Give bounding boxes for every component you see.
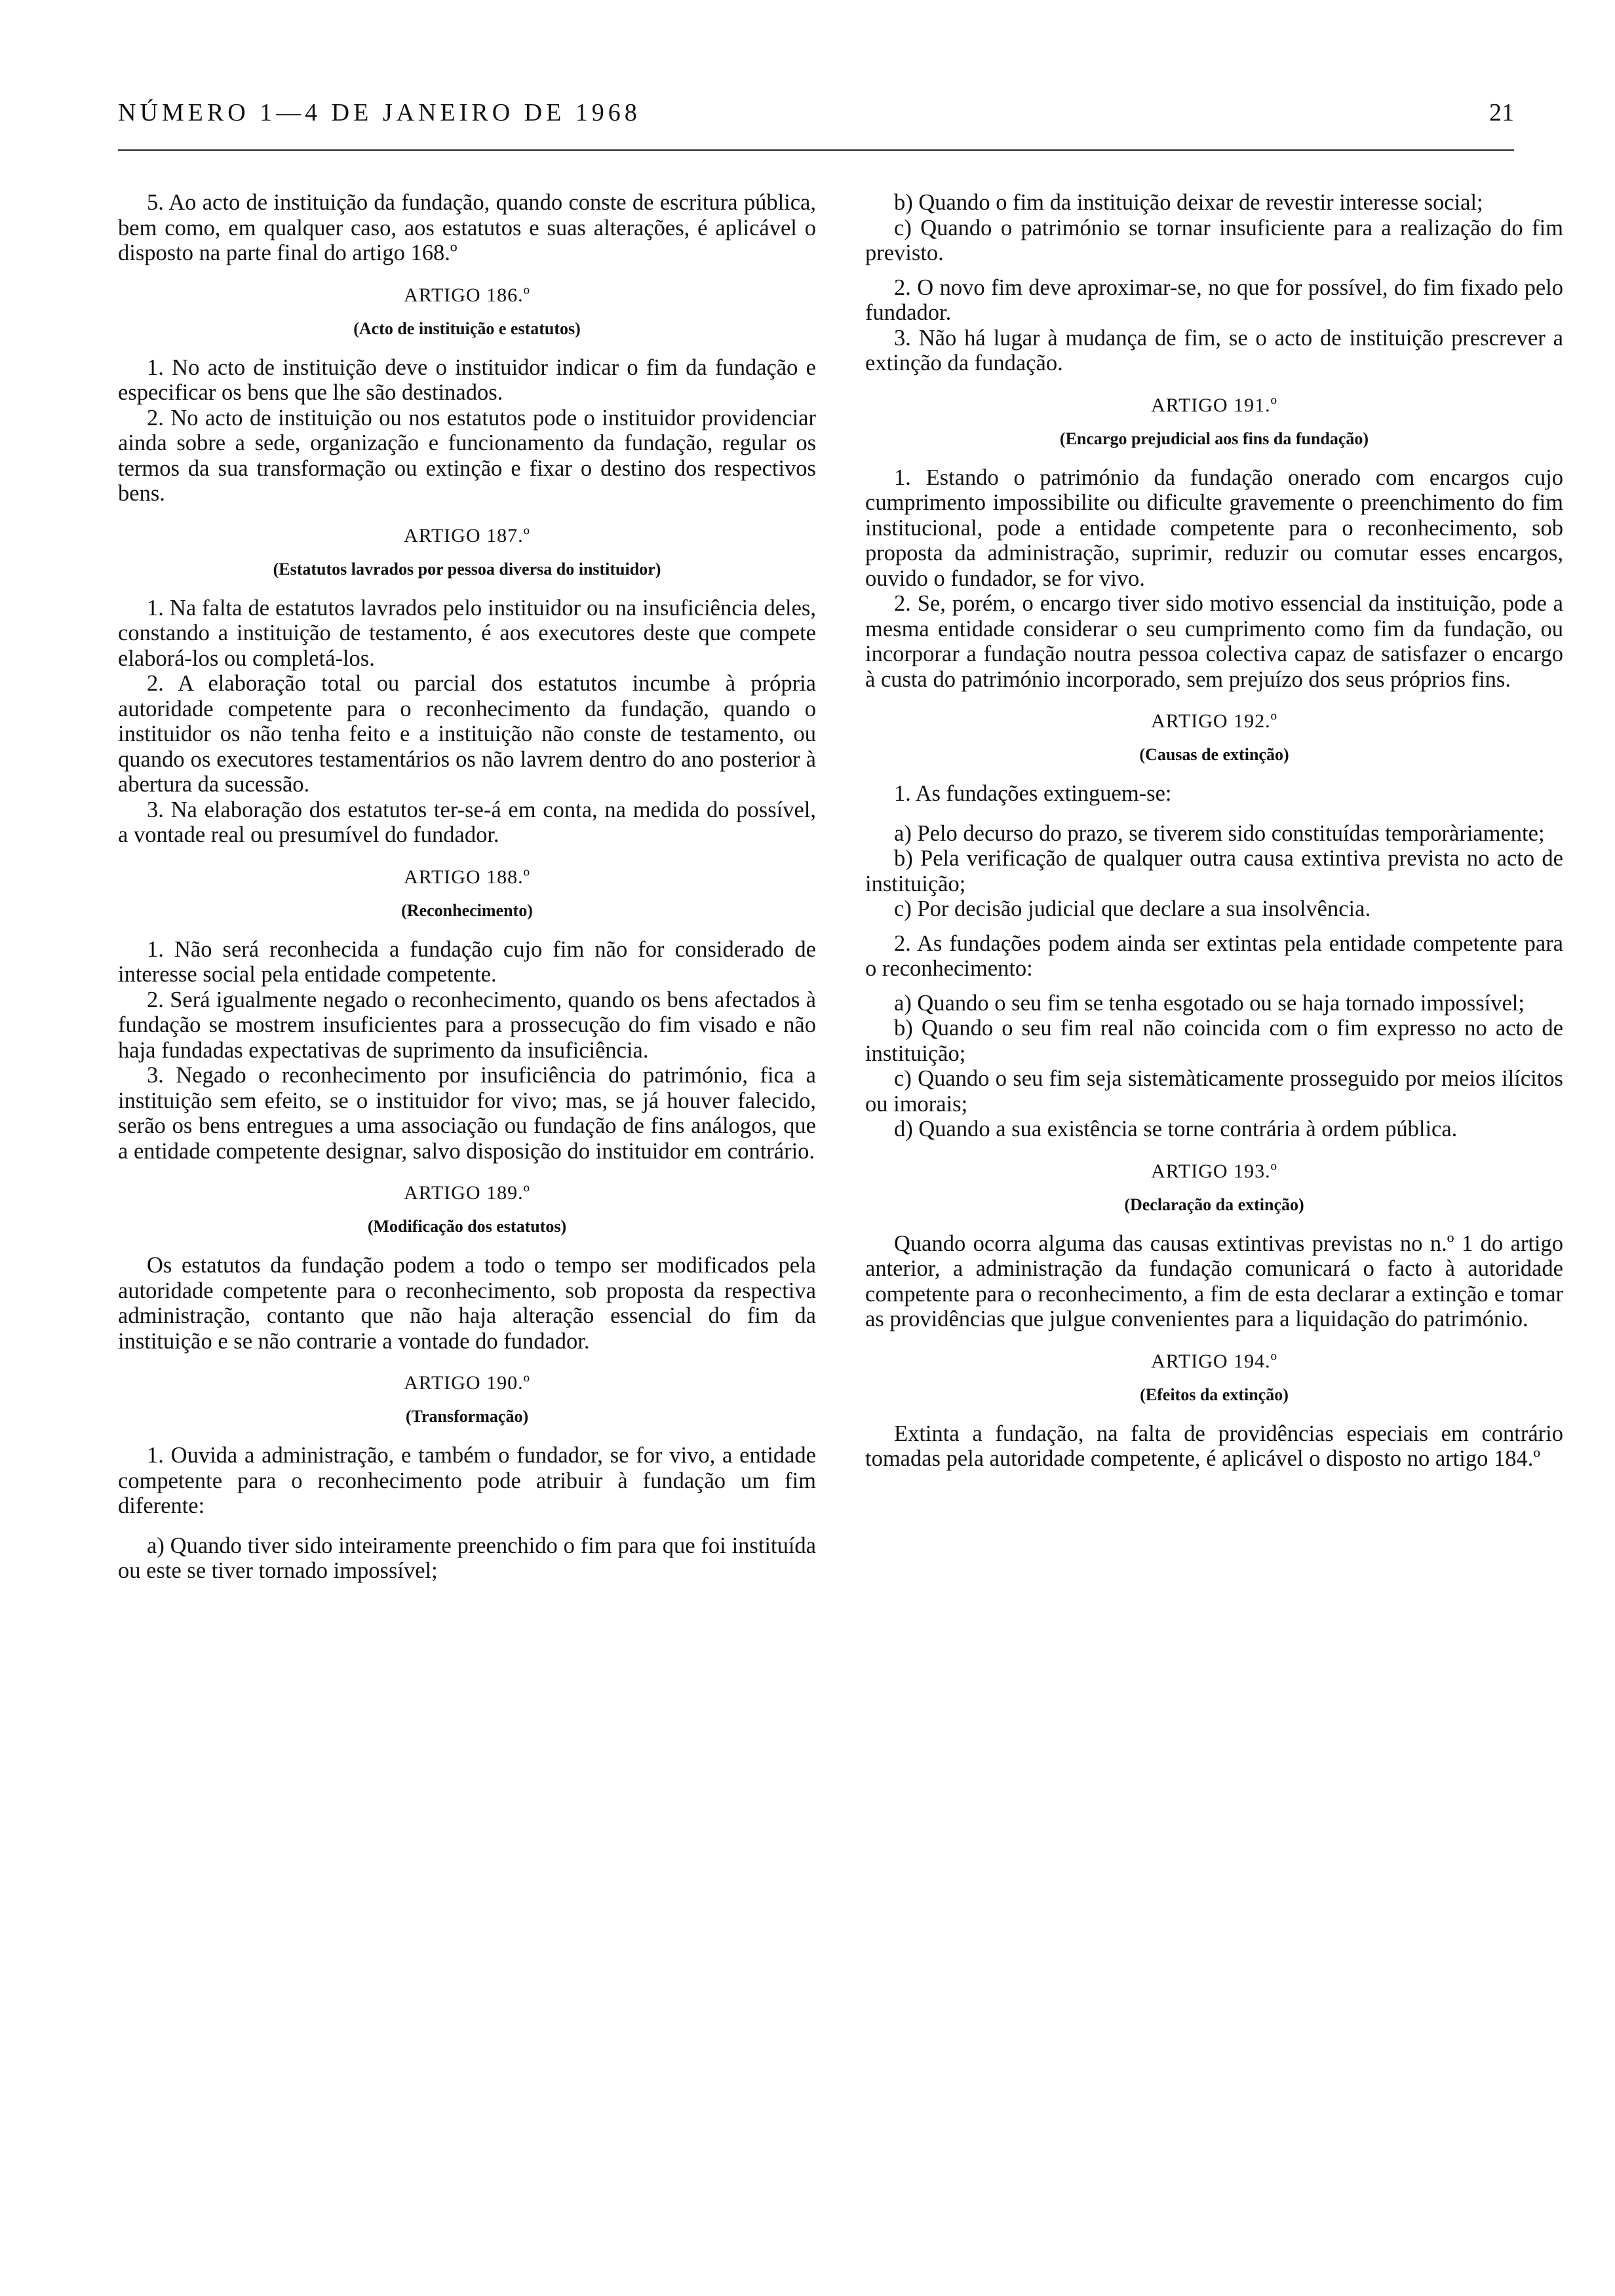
- article-heading: ARTIGO 188.º: [404, 866, 530, 888]
- header-rule: [118, 149, 1514, 151]
- paragraph: Os estatutos da fundação podem a todo o tempo ser modificados pela autoridade competente para o reconhecimento, sob proposta da respectiva administração, contanto que não haja alteração essencial do fim da instituição e se não contrarie a vontade do fundador.: [118, 1253, 816, 1354]
- list-item: c) Quando o seu fim seja sistemàticamente prosseguido por meios ilícitos ou imorais;: [865, 1066, 1563, 1117]
- paragraph: 2. No acto de instituição ou nos estatutos pode o instituidor providenciar ainda sobre a sede, organização e funcionamento da fundação, regular os termos da sua transformação ou extinção e fixar o destino dos respectivos bens.: [118, 405, 816, 506]
- paragraph: 3. Na elaboração dos estatutos ter-se-á em conta, na medida do possível, a vontade real ou presumível do fundador.: [118, 797, 816, 847]
- issue-title: NÚMERO 1—4 DE JANEIRO DE 1968: [118, 99, 641, 126]
- list-item: d) Quando a sua existência se torne contrária à ordem pública.: [894, 1117, 1458, 1141]
- paragraph: 1. Não será reconhecida a fundação cujo fim não for considerado de interesse social pela entidade competente.: [118, 936, 816, 987]
- article-subtitle: (Encargo prejudicial aos fins da fundação): [1059, 429, 1369, 448]
- article-subtitle: (Efeitos da extinção): [1140, 1385, 1289, 1404]
- article-heading: ARTIGO 193.º: [1151, 1160, 1277, 1182]
- list-item: c) Por decisão judicial que declare a sua insolvência.: [894, 896, 1371, 921]
- paragraph: Quando ocorra alguma das causas extintivas previstas no n.º 1 do artigo anterior, a administração da fundação comunicará o facto à autoridade competente para o reconhecimento, a fim de esta declarar a extinção e tomar as providências que julgue convenientes para a liquidação do património.: [865, 1231, 1563, 1331]
- article-heading: ARTIGO 187.º: [404, 524, 530, 546]
- paragraph: 1. No acto de instituição deve o instituidor indicar o fim da fundação e especificar os bens que lhe são destinados.: [118, 354, 816, 405]
- paragraph: 3. Não há lugar à mudança de fim, se o acto de instituição prescrever a extinção da fundação.: [865, 325, 1563, 375]
- article-subtitle: (Modificação dos estatutos): [367, 1217, 567, 1236]
- paragraph: 3. Negado o reconhecimento por insuficiência do património, fica a instituição sem efeito, se o instituidor for vivo; mas, se já houver falecido, serão os bens entregues a uma associação ou fundação de fins análogos, que a entidade competente designar, salvo disposição do instituidor em contrário.: [118, 1063, 816, 1164]
- article-subtitle: (Acto de instituição e estatutos): [353, 318, 581, 338]
- list-item: b) Pela verificação de qualquer outra causa extintiva prevista no acto de instituição;: [865, 846, 1563, 896]
- article-heading: ARTIGO 191.º: [1151, 394, 1277, 416]
- page-header: [118, 98, 1514, 144]
- article-heading: ARTIGO 192.º: [1151, 710, 1277, 732]
- article-subtitle: (Estatutos lavrados por pessoa diversa do instituidor): [273, 559, 661, 579]
- paragraph: 1. As fundações extinguem-se:: [894, 781, 1172, 806]
- paragraph: 2. Será igualmente negado o reconhecimento, quando os bens afectados à fundação se mostrem insuficientes para a prossecução do fim visado e não haja fundadas expectativas de suprimento da insuficiência.: [118, 987, 816, 1063]
- article-subtitle: (Declaração da extinção): [1124, 1195, 1304, 1214]
- paragraph: 2. Se, porém, o encargo tiver sido motivo essencial da instituição, pode a mesma entidade considerar o seu cumprimento como fim da fundação, ou incorporar a fundação noutra pessoa colectiva capaz de satisfazer o encargo à custa do património incorporado, sem prejuízo dos seus próprios fins.: [865, 591, 1563, 692]
- paragraph: 1. Na falta de estatutos lavrados pelo instituidor ou na insuficiência deles, constando a instituição de testamento, é aos executores deste que compete elaborá-los ou completá-los.: [118, 595, 816, 671]
- paragraph: 1. Estando o património da fundação onerado com encargos cujo cumprimento impossibilite ou dificulte gravemente o preenchimento do fim institucional, pode a entidade competente para o reconhecimento, sob proposta da administração, suprimir, reduzir ou comutar esses encargos, ouvido o fundador, se for vivo.: [865, 465, 1563, 591]
- left-column: [118, 190, 816, 1584]
- paragraph: Extinta a fundação, na falta de providências especiais em contrário tomadas pela autoridade competente, é aplicável o disposto no artigo 184.º: [865, 1421, 1563, 1471]
- article-heading: ARTIGO 189.º: [404, 1182, 530, 1204]
- paragraph: 2. As fundações podem ainda ser extintas pela entidade competente para o reconhecimento:: [865, 930, 1563, 981]
- paragraph: 2. O novo fim deve aproximar-se, no que for possível, do fim fixado pelo fundador.: [865, 275, 1563, 325]
- list-item: a) Quando o seu fim se tenha esgotado ou se haja tornado impossível;: [894, 990, 1525, 1016]
- article-heading: ARTIGO 190.º: [404, 1372, 530, 1394]
- right-column: [865, 190, 1563, 1472]
- paragraph: 2. A elaboração total ou parcial dos estatutos incumbe à própria autoridade competente para o reconhecimento da fundação, quando o instituidor os não tenha feito e a instituição não conste de testamento, ou quando os executores testamentários os não lavrem dentro do ano posterior à abertura da sucessão.: [118, 671, 816, 797]
- article-subtitle: (Transformação): [405, 1407, 529, 1426]
- list-item: a) Quando tiver sido inteiramente preenchido o fim para que foi instituída ou este se tiver tornado impossível;: [118, 1533, 816, 1583]
- paragraph: 1. Ouvida a administração, e também o fundador, se for vivo, a entidade competente para o reconhecimento pode atribuir à fundação um fim diferente:: [118, 1443, 816, 1518]
- list-item: c) Quando o património se tornar insuficiente para a realização do fim previsto.: [865, 215, 1563, 265]
- list-item: b) Quando o seu fim real não coincida com o fim expresso no acto de instituição;: [865, 1016, 1563, 1066]
- paragraph: 5. Ao acto de instituição da fundação, quando conste de escritura pública, bem como, em qualquer caso, aos estatutos e suas alterações, é aplicável o disposto na parte final do artigo 168.º: [118, 190, 816, 265]
- article-subtitle: (Reconhecimento): [401, 900, 533, 920]
- article-heading: ARTIGO 186.º: [404, 284, 530, 306]
- list-item: a) Pelo decurso do prazo, se tiverem sido constituídas temporàriamente;: [894, 820, 1545, 846]
- article-subtitle: (Causas de extinção): [1139, 745, 1289, 764]
- page-number: 21: [1489, 99, 1514, 126]
- article-heading: ARTIGO 194.º: [1151, 1350, 1277, 1372]
- list-item: b) Quando o fim da instituição deixar de revestir interesse social;: [894, 190, 1483, 215]
